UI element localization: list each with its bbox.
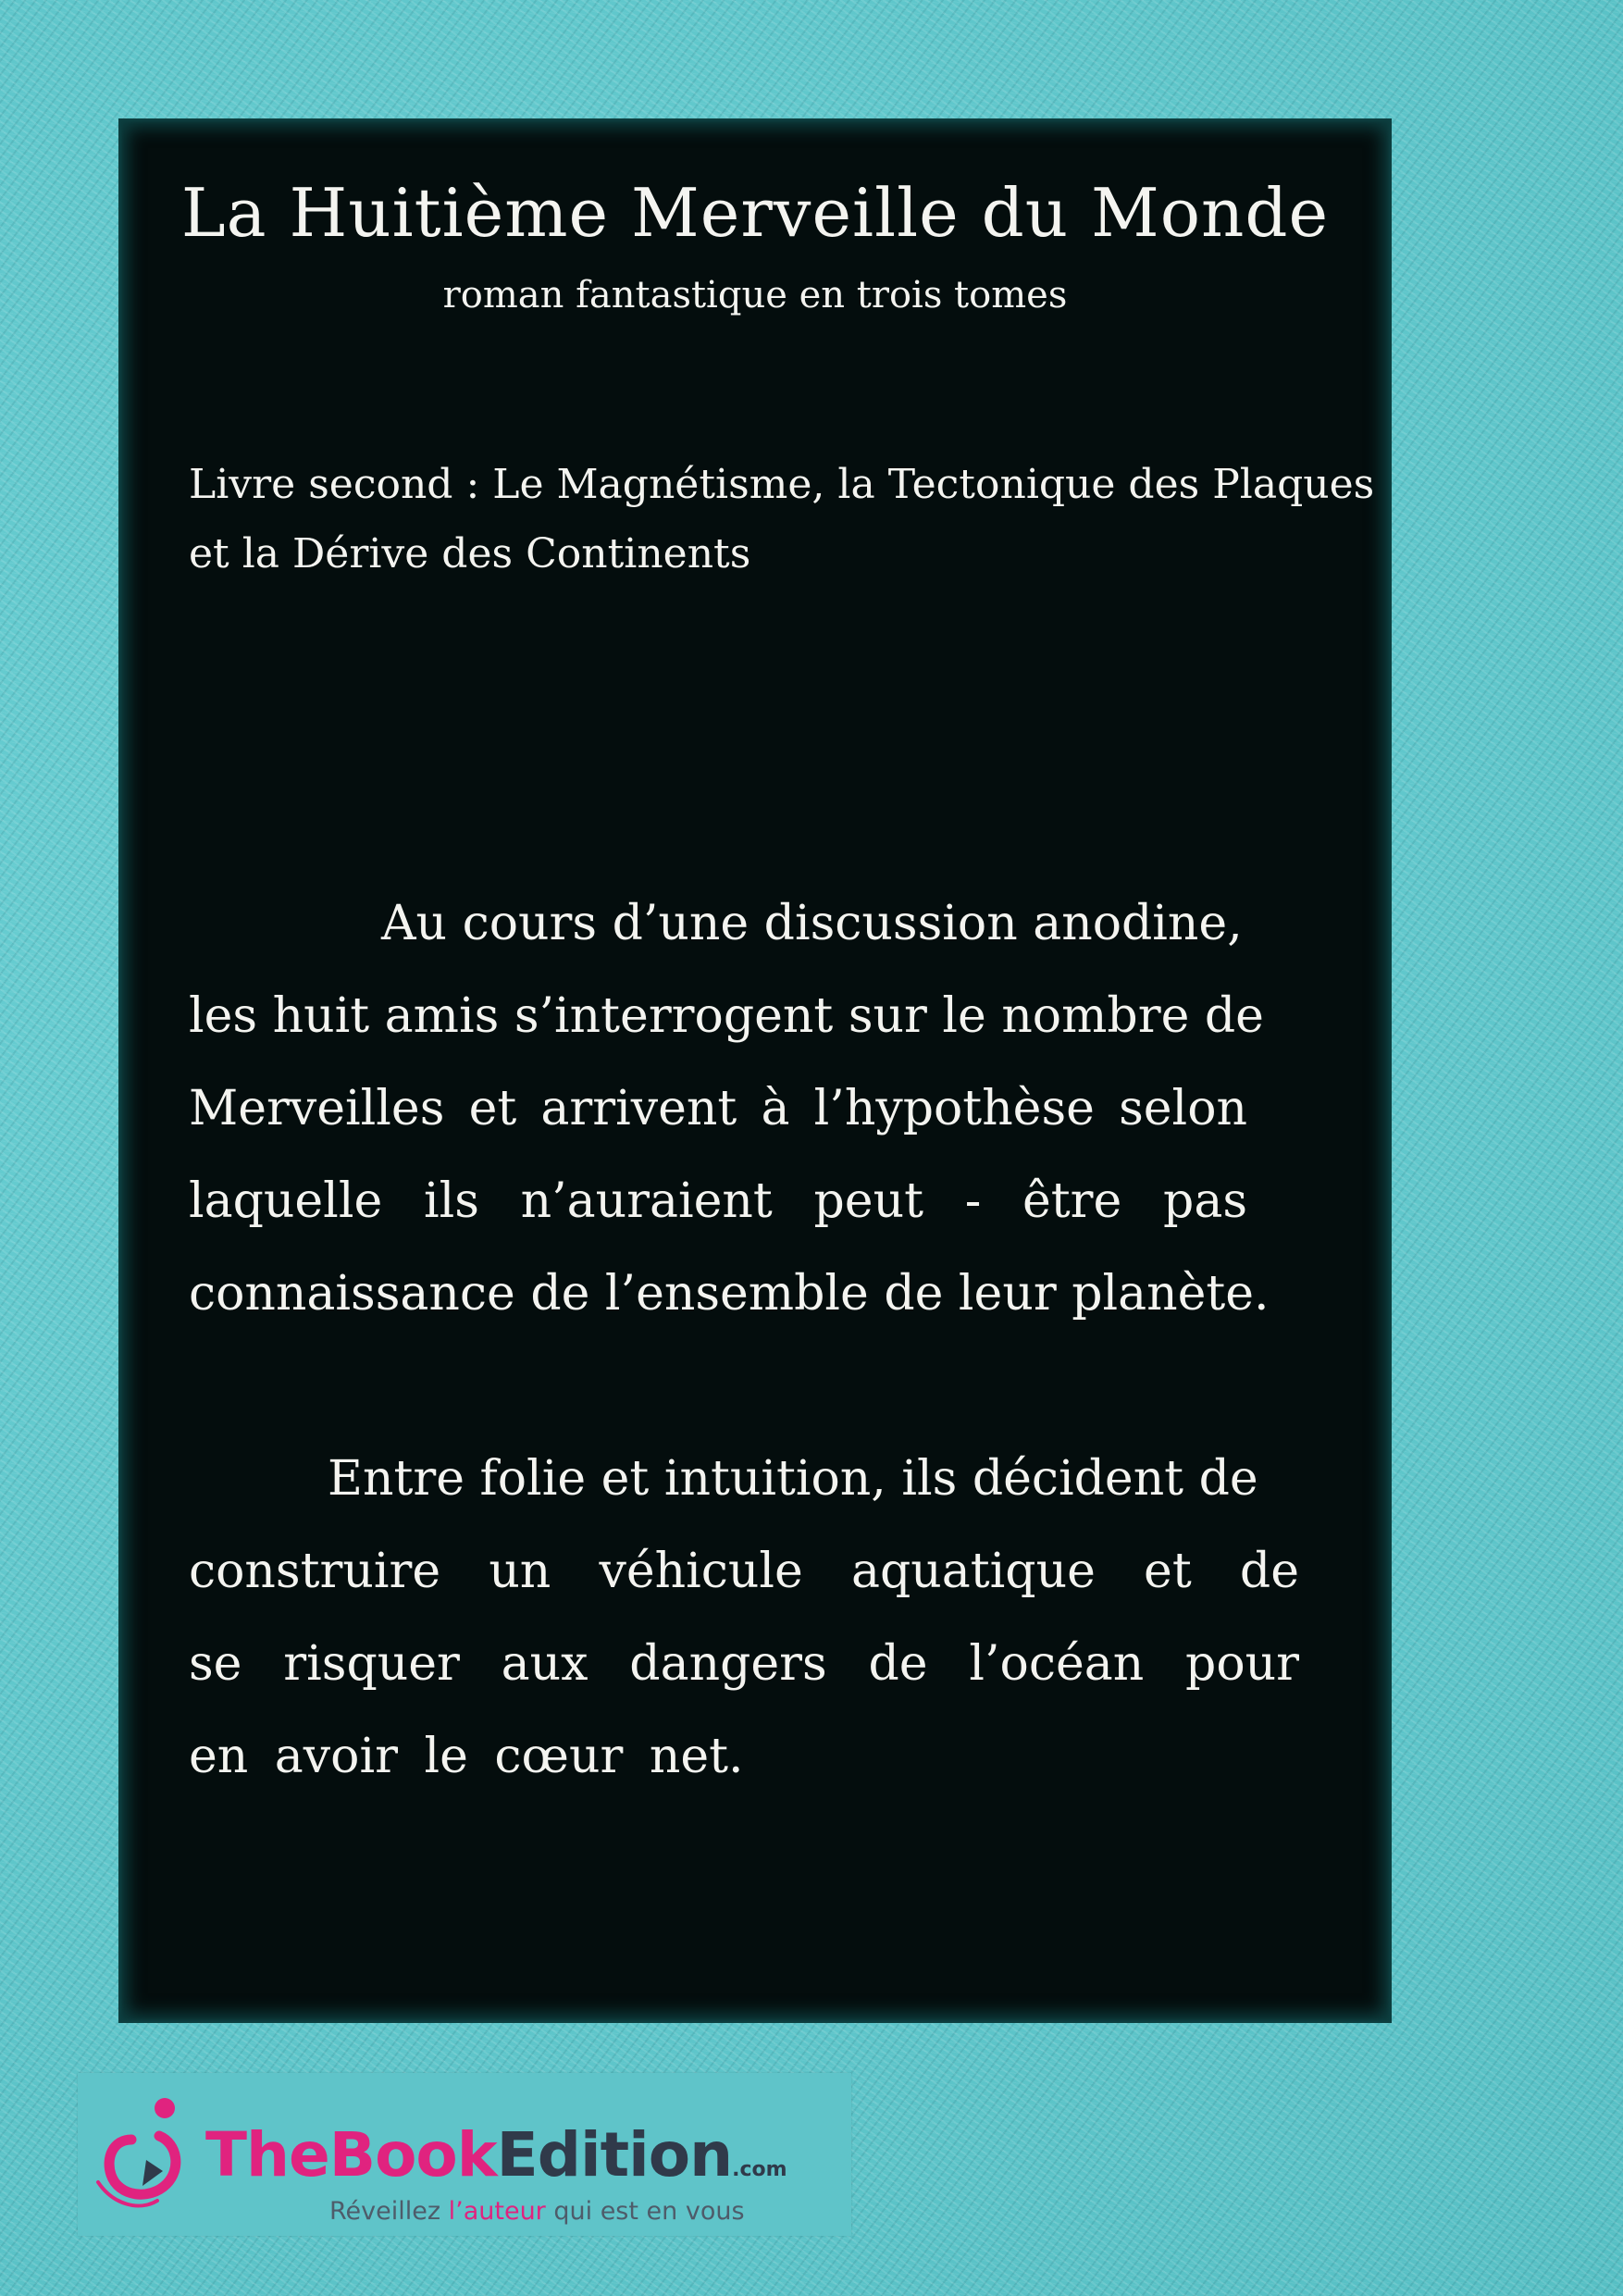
volume-title-line-2: et la Dérive des Continents — [189, 530, 751, 577]
blurb-p2-line-2: construire un véhicule aquatique et de — [189, 1544, 1299, 1599]
publisher-name-the: The — [205, 2119, 329, 2191]
book-subtitle: roman fantastique en trois tomes — [442, 274, 1068, 316]
publisher-name-suffix: .com — [732, 2158, 787, 2181]
thebookedition-swirl-icon — [85, 2082, 205, 2221]
blurb-p1-line-1: Au cours d’une discussion anodine, — [381, 896, 1243, 951]
tagline-part-2: qui est en vous — [545, 2197, 745, 2226]
book-title: La Huitième Merveille du Monde — [180, 174, 1330, 252]
volume-title-line-1: Livre second : Le Magnétisme, la Tectonique des Plaques — [189, 461, 1375, 508]
blurb-p1-line-2: les huit amis s’interrogent sur le nombre de — [189, 988, 1264, 1044]
blurb-p2-line-4: en avoir le cœur net. — [189, 1729, 744, 1784]
publisher-logo — [78, 2073, 851, 2236]
blurb-p1-line-4: laquelle ils n’auraient peut - être pas — [189, 1173, 1247, 1229]
tagline-part-1: Réveillez — [329, 2197, 449, 2226]
tagline-highlight: l’auteur — [448, 2197, 546, 2226]
back-cover-panel — [118, 118, 1392, 2023]
publisher-tagline — [329, 2197, 745, 2226]
blurb-p1-line-5: connaissance de l’ensemble de leur planète. — [189, 1266, 1270, 1322]
blurb-p2-line-1: Entre folie et intuition, ils décident de — [328, 1451, 1258, 1507]
blurb-p2-line-3: se risquer aux dangers de l’océan pour — [189, 1636, 1299, 1692]
blurb-p1-line-3: Merveilles et arrivent à l’hypothèse selon — [189, 1081, 1247, 1136]
publisher-name-edition: Edition — [496, 2119, 733, 2191]
publisher-name-book: Book — [328, 2119, 497, 2191]
publisher-name — [205, 2119, 787, 2191]
